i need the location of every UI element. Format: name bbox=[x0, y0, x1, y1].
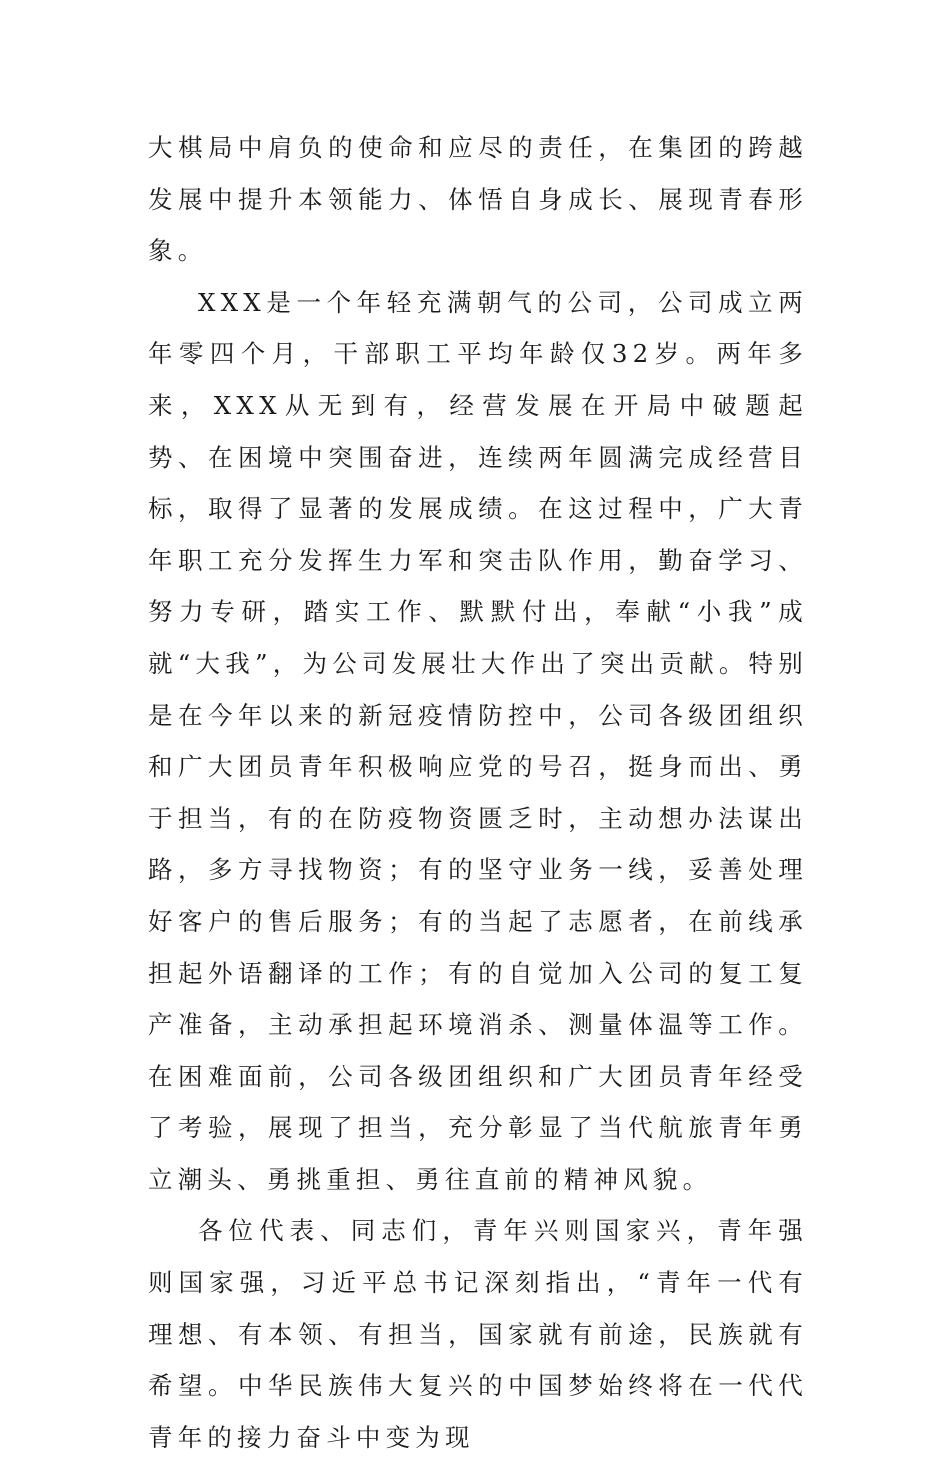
document-body bbox=[148, 122, 808, 1463]
paragraph-1: 大棋局中肩负的使命和应尽的责任，在集团的跨越发展中提升本领能力、体悟自身成长、展现青春形象。 bbox=[148, 133, 808, 266]
paragraph-3: 各位代表、同志们，青年兴则国家兴，青年强则国家强，习近平总书记深刻指出，“青年一代有理想、有本领、有担当，国家就有前途，民族就有希望。中华民族伟大复兴的中国梦始终将在一代代青年的接力奋斗中变为现 bbox=[148, 1216, 808, 1452]
paragraph-2: XXX是一个年轻充满朝气的公司，公司成立两年零四个月，干部职工平均年龄仅32岁。两年多来，XXX从无到有，经营发展在开局中破题起势、在困境中突围奋进，连续两年圆满完成经营目标，取得了显著的发展成绩。在这过程中，广大青年职工充分发挥生力军和突击队作用，勤奋学习、努力专研，踏实工作、默默付出，奉献“小我”成就“大我”，为公司发展壮大作出了突出贡献。特别是在今年以来的新冠疫情防控中，公司各级团组织和广大团员青年积极响应党的号召，挺身而出、勇于担当，有的在防疫物资匮乏时，主动想办法谋出路，多方寻找物资；有的坚守业务一线，妥善处理好客户的售后服务；有的当起了志愿者，在前线承担起外语翻译的工作；有的自觉加入公司的复工复产准备，主动承担起环境消杀、测量体温等工作。在困难面前，公司各级团组织和广大团员青年经受了考验，展现了担当，充分彰显了当代航旅青年勇立潮头、勇挑重担、勇往直前的精神风貌。 bbox=[148, 287, 808, 1194]
